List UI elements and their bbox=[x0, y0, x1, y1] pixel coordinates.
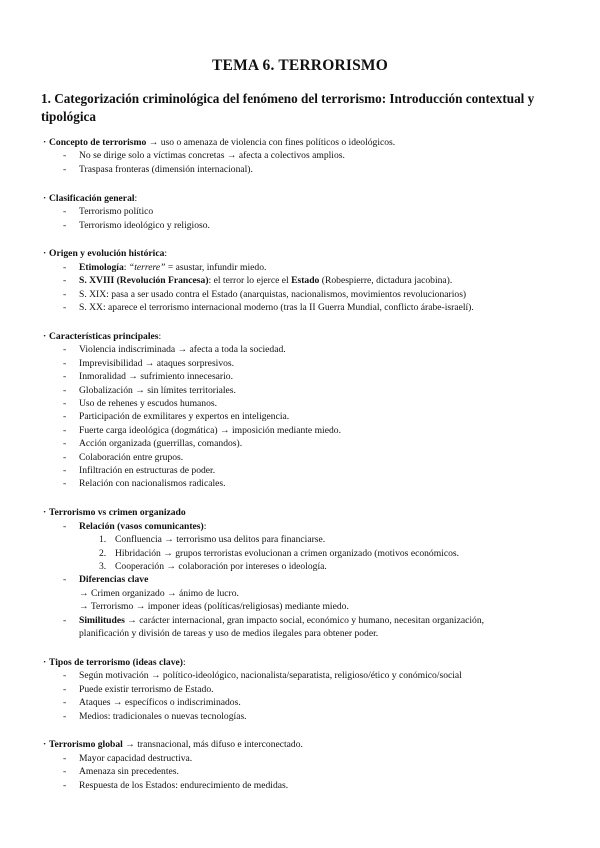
xviii-bold: Estado bbox=[291, 275, 320, 287]
section-crimen-organizado bbox=[43, 506, 563, 640]
list-item: - Mayor capacidad destructiva. bbox=[43, 752, 563, 765]
item-text: Cooperación → colaboración por intereses o ideología. bbox=[115, 560, 327, 572]
list-item: - Según motivación → político-ideológico, nacionalista/separatista, religioso/ético y conómico/social bbox=[43, 669, 563, 682]
tipos-line bbox=[43, 656, 563, 669]
list-item: - Respuesta de los Estados: endurecimiento de medidas. bbox=[43, 779, 563, 792]
list-item: - Terrorismo político bbox=[43, 205, 563, 218]
item-number: 1. bbox=[99, 534, 107, 546]
list-item: - Traspasa fronteras (dimensión internacional). bbox=[43, 163, 563, 176]
tipos-label: Tipos de terrorismo (ideas clave) bbox=[49, 656, 183, 668]
list-item bbox=[43, 274, 563, 287]
concepto-label: Concepto de terrorismo bbox=[49, 137, 147, 148]
concepto-line bbox=[43, 136, 563, 149]
list-item: - No se dirige solo a víctimas concretas → afecta a colectivos amplios. bbox=[43, 149, 563, 162]
section-heading: 1. Categorización criminológica del fenómeno del terrorismo: Introducción contextual y tipológica bbox=[41, 91, 535, 124]
list-item: - Ataques → específicos o indiscriminados. bbox=[43, 696, 563, 709]
caracteristicas-label: Características principales bbox=[49, 330, 159, 342]
etimologia-colon: : bbox=[123, 261, 129, 273]
list-item: - Participación de exmilitares y expertos en inteligencia. bbox=[43, 410, 563, 423]
clasificacion-label: Clasificación general bbox=[49, 192, 135, 204]
etimologia-term: “terrere” bbox=[128, 261, 166, 273]
list-item: - Inmoralidad → sufrimiento innecesario. bbox=[43, 370, 563, 383]
section-origen bbox=[43, 247, 563, 314]
similitudes-text: → carácter internacional, gran impacto social, económico y humano, necesitan organización, bbox=[124, 614, 485, 626]
list-item: - Terrorismo ideológico y religioso. bbox=[43, 219, 563, 232]
list-item: - Globalización → sin límites territoriales. bbox=[43, 384, 563, 397]
list-item: - Violencia indiscriminada → afecta a toda la sociedad. bbox=[43, 343, 563, 356]
section-tipos bbox=[43, 656, 563, 723]
section-caracteristicas bbox=[43, 330, 563, 491]
xviii-text-2: (Robespierre, dictadura jacobina). bbox=[319, 275, 453, 287]
section-clasificacion bbox=[43, 192, 563, 232]
clasificacion-line bbox=[43, 192, 563, 205]
caracteristicas-line bbox=[43, 330, 563, 343]
origen-label: Origen y evolución histórica bbox=[49, 248, 165, 260]
list-item: - Imprevisibilidad → ataques sorpresivos. bbox=[43, 357, 563, 370]
list-item: - Amenaza sin precedentes. bbox=[43, 765, 563, 778]
similitudes-label: Similitudes bbox=[79, 614, 125, 626]
list-item bbox=[43, 573, 563, 586]
crimen-label: Terrorismo vs crimen organizado bbox=[49, 507, 186, 519]
numbered-item bbox=[43, 547, 563, 560]
concepto-text: → uso o amenaza de violencia con fines políticos o ideológicos. bbox=[146, 137, 396, 148]
global-line bbox=[43, 738, 563, 751]
caracteristicas-suffix: : bbox=[158, 330, 162, 342]
etimologia-text: = asustar, infundir miedo. bbox=[165, 261, 267, 273]
list-item bbox=[43, 614, 563, 627]
list-item bbox=[43, 520, 563, 533]
similitudes-continuation: planificación y división de tareas y uso de medios ilegales para obtener poder. bbox=[79, 628, 379, 639]
document-title: TEMA 6. TERRORISMO bbox=[212, 57, 388, 74]
item-text: Confluencia → terrorismo usa delitos para financiarse. bbox=[115, 534, 326, 546]
list-item: - Uso de rehenes y escudos humanos. bbox=[43, 397, 563, 410]
section-global bbox=[43, 738, 563, 792]
diferencias-line: → Crimen organizado → ánimo de lucro. bbox=[79, 587, 239, 599]
document-body bbox=[43, 136, 563, 808]
list-item: - Puede existir terrorismo de Estado. bbox=[43, 683, 563, 696]
relacion-suffix: : bbox=[203, 520, 207, 532]
numbered-item bbox=[43, 533, 563, 546]
relacion-label: Relación (vasos comunicantes) bbox=[79, 520, 204, 532]
list-item bbox=[43, 261, 563, 274]
item-text: Hibridación → grupos terroristas evolucionan a crimen organizado (motivos económicos. bbox=[115, 547, 460, 559]
tipos-suffix: : bbox=[182, 656, 186, 668]
xviii-label: S. XVIII (Revolución Francesa) bbox=[79, 275, 209, 287]
list-item: - S. XX: aparece el terrorismo internacional moderno (tras la II Guerra Mundial, conflicto árabe-israelí). bbox=[43, 301, 563, 314]
list-item: - Acción organizada (guerrillas, comandos). bbox=[43, 437, 563, 450]
list-item: - Medios: tradicionales o nuevas tecnologías. bbox=[43, 710, 563, 723]
diferencias-line: → Terrorismo → imponer ideas (políticas/religiosas) mediante miedo. bbox=[79, 601, 349, 613]
numbered-item bbox=[43, 560, 563, 573]
global-label: Terrorismo global bbox=[49, 739, 123, 751]
crimen-line bbox=[43, 506, 563, 519]
xviii-text: : el terror lo ejerce el bbox=[208, 275, 292, 287]
global-text: → transnacional, más difuso e interconectado. bbox=[122, 739, 303, 751]
list-item: - Relación con nacionalismos radicales. bbox=[43, 477, 563, 490]
item-number: 3. bbox=[99, 560, 107, 572]
origen-suffix: : bbox=[164, 248, 168, 260]
etimologia-label: Etimología bbox=[79, 261, 124, 273]
section-concepto bbox=[43, 136, 563, 176]
clasificacion-suffix: : bbox=[134, 192, 138, 204]
list-item: - S. XIX: pasa a ser usado contra el Estado (anarquistas, nacionalismos, movimientos revolucionarios) bbox=[43, 288, 563, 301]
list-item: - Infiltración en estructuras de poder. bbox=[43, 464, 563, 477]
list-item: - Fuerte carga ideológica (dogmática) → imposición mediante miedo. bbox=[43, 424, 563, 437]
item-number: 2. bbox=[99, 547, 107, 559]
diferencias-label: Diferencias clave bbox=[79, 574, 149, 586]
list-item: - Colaboración entre grupos. bbox=[43, 451, 563, 464]
origen-line bbox=[43, 247, 563, 260]
